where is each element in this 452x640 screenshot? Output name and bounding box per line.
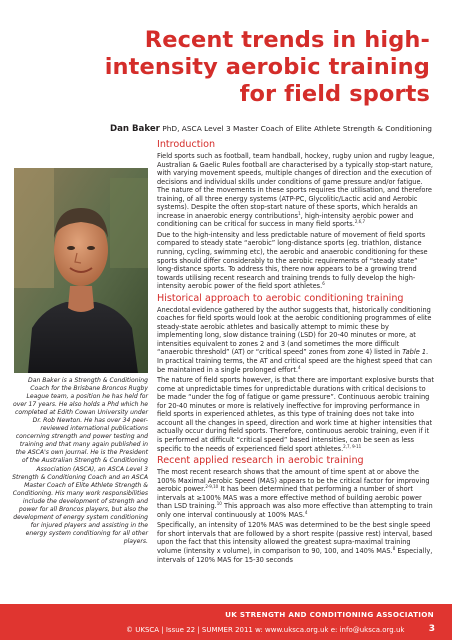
title-line-1: Recent trends in high- bbox=[144, 27, 430, 53]
page-number: 3 bbox=[428, 624, 435, 634]
paragraph: Due to the high-intensity and less predictable nature of movement of field sports compared to steady state “aerobic” long-distance sports (eg. triathlon, distance running, cycling, swimming etc), the aerobic and anaerobic conditioning for these sports should differ considerably to the aerobic requirements of “steady state” long-distance sports. To address this, there now appears to be a growing trend towards utilising recent research and training trends to fully develop the high-intensity aerobic power of the field sport athletes.$^6$ bbox=[157, 230, 428, 291]
page-footer bbox=[0, 604, 452, 640]
footer-issue-info: © UKSCA | Issue 22 | SUMMER 2011 w: www.uksca.org.uk e: info@uksca.org.uk bbox=[126, 626, 405, 634]
paragraph: Anecdotal evidence gathered by the author suggests that, historically conditioning coaches for field sports would look at the aerobic conditioning programmes of elite steady-state aerobic athletes and basically attempt to mimic these by implementing long, slow distance training (LSD) for 20-40 minutes or more, at intensities equivalent to zones 2 and 3 (and sometimes the more difficult “anaerobic threshold” (AT) or “critical speed” zones from zone 4) listed in Table 1. In practical training terms, the AT and critical speed are the highest speed that can be maintained in a single prolonged effort.$^4$ bbox=[157, 305, 433, 374]
author-credentials: PhD, ASCA Level 3 Master Coach of Elite Athlete Strength & Conditioning bbox=[162, 124, 432, 133]
article-title bbox=[20, 27, 430, 108]
author-name: Dan Baker bbox=[109, 124, 160, 134]
author-photo bbox=[14, 168, 148, 373]
section-heading-recent-research: Recent applied research in aerobic training bbox=[157, 455, 364, 467]
author-bio-caption: Dan Baker is a Strength & Conditioning Coach for the Brisbane Broncos Rugby League team, a position he has held for over 17 years. He also holds a Phd which he completed at Edith Cowan University under Dr. Rob Newton. He has over 34 peer-reviewed international publications concerning strength and power testing and training and that many again published in the ASCA's own journal. He is the President of the Australian Strength & Conditioning Association (ASCA), an ASCA Level 3 Strength & Conditioning Coach and an ASCA Master Coach of Elite Athlete Strength & Conditioning. His many work responsibilities include the development of strength and power for all Broncos players, but also the development of energy system conditioning for injured players and assisting in the energy system conditioning for all other players. bbox=[12, 377, 148, 545]
paragraph: The nature of field sports however, is that there are important explosive bursts that come at unpredictable times for unpredictable durations with critical decisions to be made “under the fog of fatigue or game pressure”. Continuous aerobic training for 20-40 minutes or more is relatively ineffective for improving performance in field sports in experienced athletes, as this type of training does not take into account all the changes in speed, direction and work time at higher intensities that actually occur during field sports. Therefore, continuous aerobic training, even if it is performed at difficult “critical speed” based intensities, can be seen as less specific to the needs of experienced field sport athletes.$^{2,7, 9-11}$ bbox=[157, 376, 434, 453]
paragraph: Field sports such as football, team handball, hockey, rugby union and rugby league, Australian & Gaelic Rules football are characterised by a typically stop-start nature, with varying movement speeds, multiple changes of direction and the execution of decisions and individual skills under conditions of game pressure and/or fatigue. The nature of the movements in these sports requires the utilisation, and therefore training, of all three energy systems (ATP-PC, Glycolitic/Lactic acid and Aerobic systems). Despite the often stop-start nature of these sports, which heralds an increase in anaerobic energy contributions$^1$, high-intensity aerobic power and conditioning can be critical for success in many field sports.$^{2,6,7}$ bbox=[157, 152, 435, 229]
title-line-3: for field sports bbox=[239, 81, 430, 107]
article-body bbox=[157, 139, 435, 566]
title-line-2: intensity aerobic training bbox=[104, 54, 430, 80]
section-heading-introduction: Introduction bbox=[157, 139, 216, 150]
byline bbox=[110, 124, 432, 134]
paragraph: The most recent research shows that the amount of time spent at or above the 100% Maximal Aerobic Speed (MAS) appears to be the critical factor for improving aerobic power.$^{2-9,10}$ It has been determined that performing a number of short intervals at ≥100% MAS was a more effective method of building aerobic power than LSD training.$^{10}$ This approach was also more effective than attempting to train only one interval continuously at 100% MAS.$^4$ bbox=[157, 468, 433, 519]
section-heading-historical: Historical approach to aerobic conditioning training bbox=[157, 292, 404, 304]
paragraph: Specifically, an intensity of 120% MAS was determined to be the best single speed for short intervals that are followed by a short respite (passive rest) interval, based upon the fact that this intensity allowed the greatest supra-maximal training volume (intensity x volume), in comparison to 90, 100, and 140% MAS.$^8$ Especially, intervals of 120% MAS for 15-30 seconds bbox=[157, 521, 433, 564]
footer-association: UK STRENGTH AND CONDITIONING ASSOCIATION bbox=[225, 610, 434, 619]
table-reference: Table 1 bbox=[402, 348, 427, 357]
